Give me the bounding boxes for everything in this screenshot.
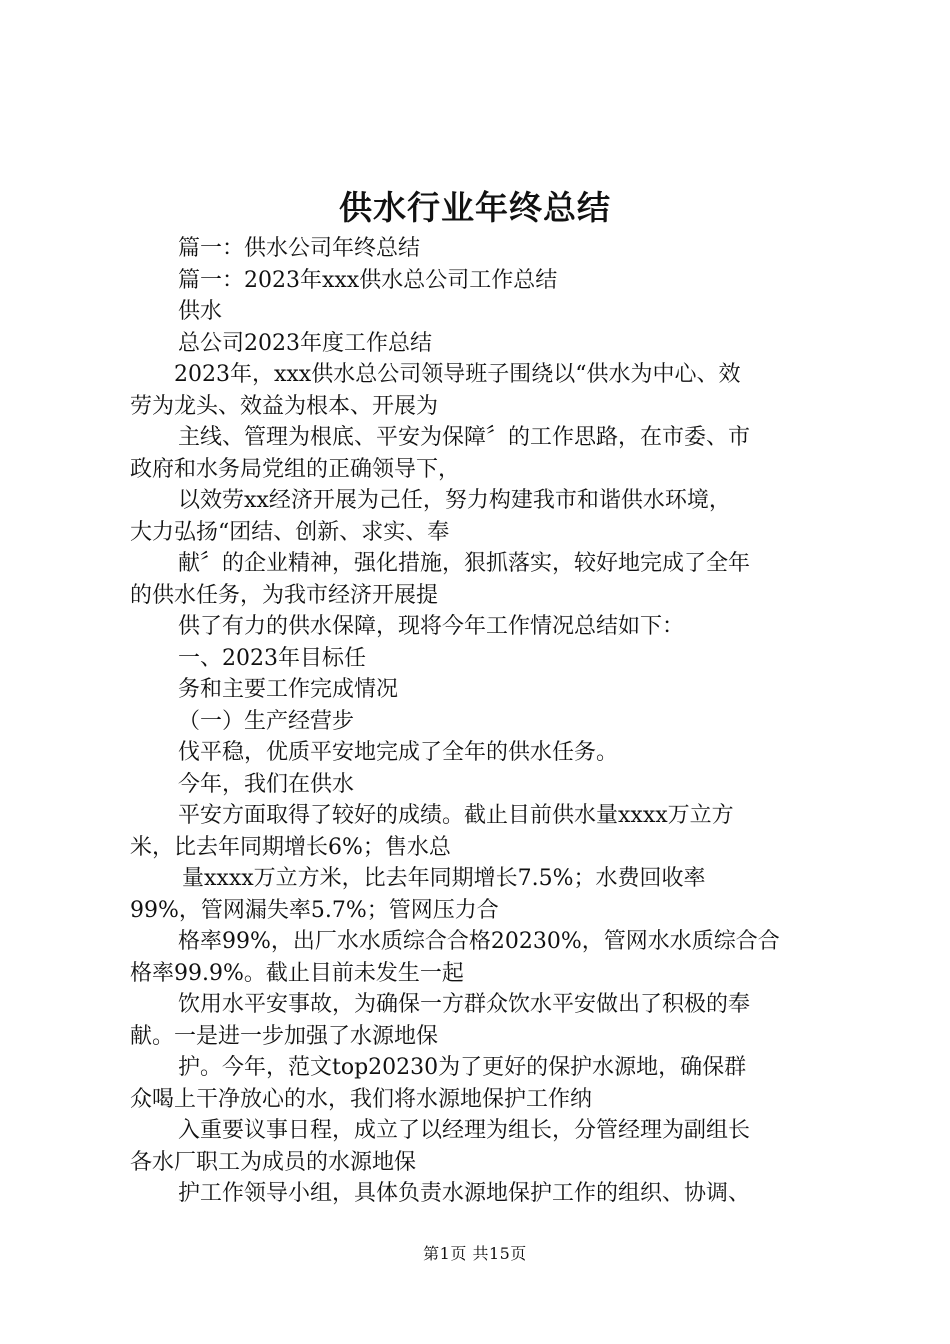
body-line: 2023年，xxx供水总公司领导班子围绕以“供水为中心、效 [174, 362, 741, 387]
body-line: 一、2023年目标任 [178, 645, 366, 671]
body-line: 米，比去年同期增长6%；售水总 [130, 834, 451, 860]
body-line: 量xxxx万立方米，比去年同期增长7.5%；水费回收率 [182, 866, 706, 891]
document-title: 供水行业年终总结 [339, 188, 611, 227]
body-line: 大力弘扬“团结、创新、求实、奉 [130, 519, 450, 545]
body-line: 格率99.9%。截止目前未发生一起 [130, 960, 464, 986]
body-line: 政府和水务局党组的正确领导下， [130, 456, 461, 482]
body-line: 伐平稳，优质平安地完成了全年的供水任务。 [178, 740, 619, 765]
body-line: 99%，管网漏失率5.7%；管网压力合 [130, 897, 499, 923]
body-line: 护。今年，范文top20230为了更好的保护水源地，确保群 [178, 1055, 747, 1080]
body-line: 的供水任务，为我市经济开展提 [130, 582, 439, 608]
body-line: 众喝上干净放心的水，我们将水源地保护工作纳 [130, 1086, 593, 1112]
body-line: 篇一：供水公司年终总结 [178, 236, 421, 261]
body-line: 以效劳xx经济开展为己任，努力构建我市和谐供水环境， [178, 488, 731, 513]
body-line: 平安方面取得了较好的成绩。截止目前供水量xxxx万立方 [178, 803, 734, 828]
body-line: 各水厂职工为成员的水源地保 [130, 1149, 417, 1175]
body-line: 格率99%，出厂水水质综合合格20230%，管网水水质综合合 [178, 929, 780, 954]
body-line: 主线、管理为根底、平安为保障〞的工作思路，在市委、市 [178, 425, 751, 450]
body-line: 篇一：2023年xxx供水总公司工作总结 [178, 267, 558, 293]
page-footer: 第1页 共15页 [423, 1244, 527, 1263]
body-line: （一）生产经营步 [178, 708, 355, 734]
body-line: 献。一是进一步加强了水源地保 [130, 1023, 439, 1049]
body-line: 护工作领导小组，具体负责水源地保护工作的组织、协调、 [178, 1181, 751, 1206]
body-line: 入重要议事日程，成立了以经理为组长，分管经理为副组长 [178, 1118, 751, 1143]
document-body [130, 233, 830, 1210]
body-line: 今年，我们在供水 [178, 771, 355, 797]
body-line: 供水 [178, 299, 223, 324]
body-line: 献〞的企业精神，强化措施，狠抓落实，较好地完成了全年 [178, 551, 751, 576]
body-line: 劳为龙头、效益为根本、开展为 [130, 393, 439, 419]
body-line: 供了有力的供水保障，现将今年工作情况总结如下： [178, 614, 685, 639]
body-line: 总公司2023年度工作总结 [178, 330, 432, 356]
body-line: 饮用水平安事故，为确保一方群众饮水平安做出了积极的奉 [178, 992, 751, 1017]
body-line: 务和主要工作完成情况 [178, 677, 399, 702]
